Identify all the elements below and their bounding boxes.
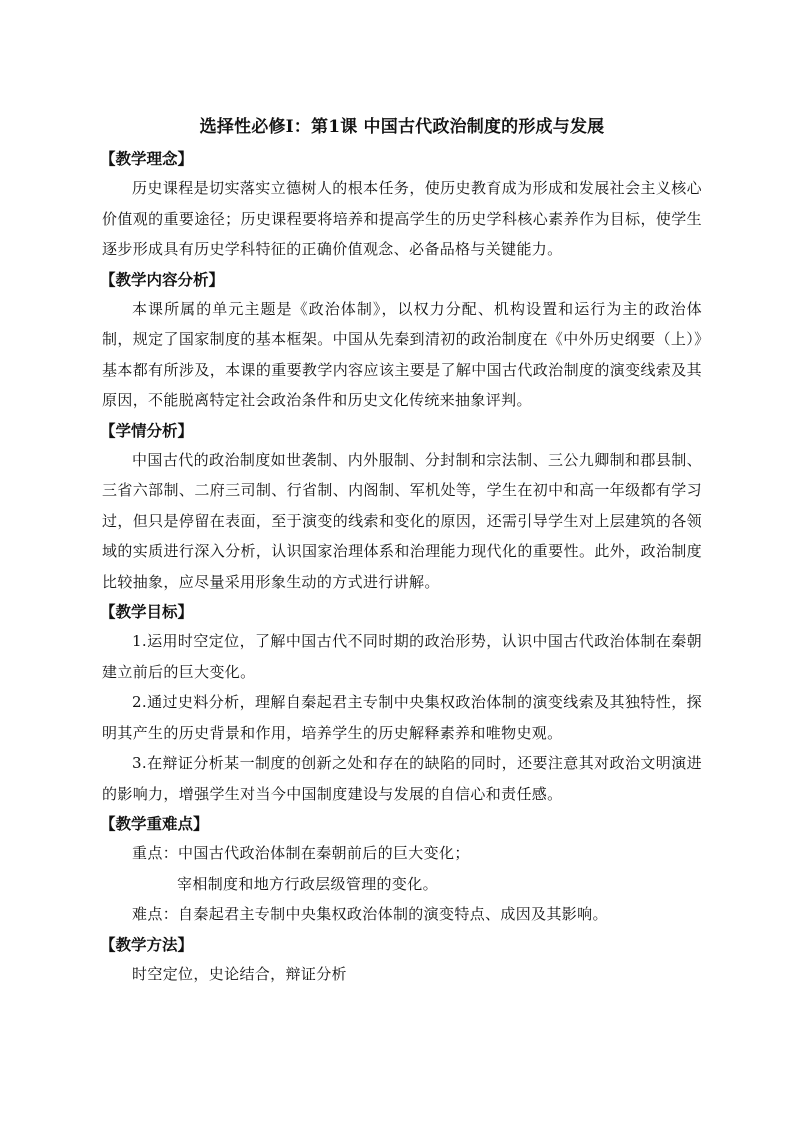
section-heading-key-points: 【教学重难点】 — [100, 814, 209, 833]
objective-item: 2.通过史料分析，理解自秦起君主专制中央集权政治体制的演变线索及其独特性，探明其产生的历史背景和作用，培养学生的历史解释素养和唯物史观。 — [102, 693, 702, 742]
document-page — [102, 112, 702, 989]
difficulty-line: 难点：自秦起君主专制中央集权政治体制的演变特点、成因及其影响。 — [132, 905, 608, 923]
document-title: 选择性必修Ⅰ：第1课 中国古代政治制度的形成与发展 — [199, 117, 605, 137]
section-heading-content-analysis: 【教学内容分析】 — [100, 269, 225, 289]
philosophy-paragraph: 历史课程是切实落实立德树人的根本任务，使历史教育成为形成和发展社会主义核心价值观的重要途径；历史课程要将培养和提高学生的历史学科核心素养作为目标，使学生逐步形成具有历史学科特征的正确价值观念、必备品格与关键能力。 — [102, 179, 702, 258]
learner-analysis-paragraph: 中国古代的政治制度如世袭制、内外服制、分封制和宗法制、三公九卿制和郡县制、三省六部制、二府三司制、行省制、内阁制、军机处等，学生在初中和高一年级都有学习过，但只是停留在表面，至于演变的线索和变化的原因，还需引导学生对上层建筑的各领域的实质进行深入分析，认识国家治理体系和治理能力现代化的重要性。此外，政治制度比较抽象，应尽量采用形象生动的方式进行讲解。 — [102, 450, 702, 591]
focus-line-1: 重点：中国古代政治体制在秦朝前后的巨大变化； — [132, 844, 470, 862]
section-heading-learner-analysis: 【学情分析】 — [100, 420, 194, 440]
objective-item: 3.在辩证分析某一制度的创新之处和存在的缺陷的同时，还要注意其对政治文明演进的影响力，增强学生对当今中国制度建设与发展的自信心和责任感。 — [102, 754, 702, 803]
focus-line-2: 宰相制度和地方行政层级管理的变化。 — [177, 874, 438, 893]
content-analysis-paragraph: 本课所属的单元主题是《政治体制》，以权力分配、机构设置和运行为主的政治体制，规定了国家制度的基本框架。中国从先秦到清初的政治制度在《中外历史纲要（上）》基本都有所涉及，本课的重要教学内容应该主要是了解中国古代政治制度的演变线索及其原因，不能脱离特定社会政治条件和历史文化传统来抽象评判。 — [102, 299, 702, 409]
methods-line: 时空定位，史论结合，辩证分析 — [132, 964, 347, 983]
section-heading-methods: 【教学方法】 — [100, 934, 194, 954]
section-heading-objectives: 【教学目标】 — [100, 602, 194, 621]
section-heading-philosophy: 【教学理念】 — [100, 149, 194, 168]
objective-item: 1.运用时空定位，了解中国古代不同时期的政治形势，认识中国古代政治体制在秦朝建立前后的巨大变化。 — [102, 632, 702, 681]
